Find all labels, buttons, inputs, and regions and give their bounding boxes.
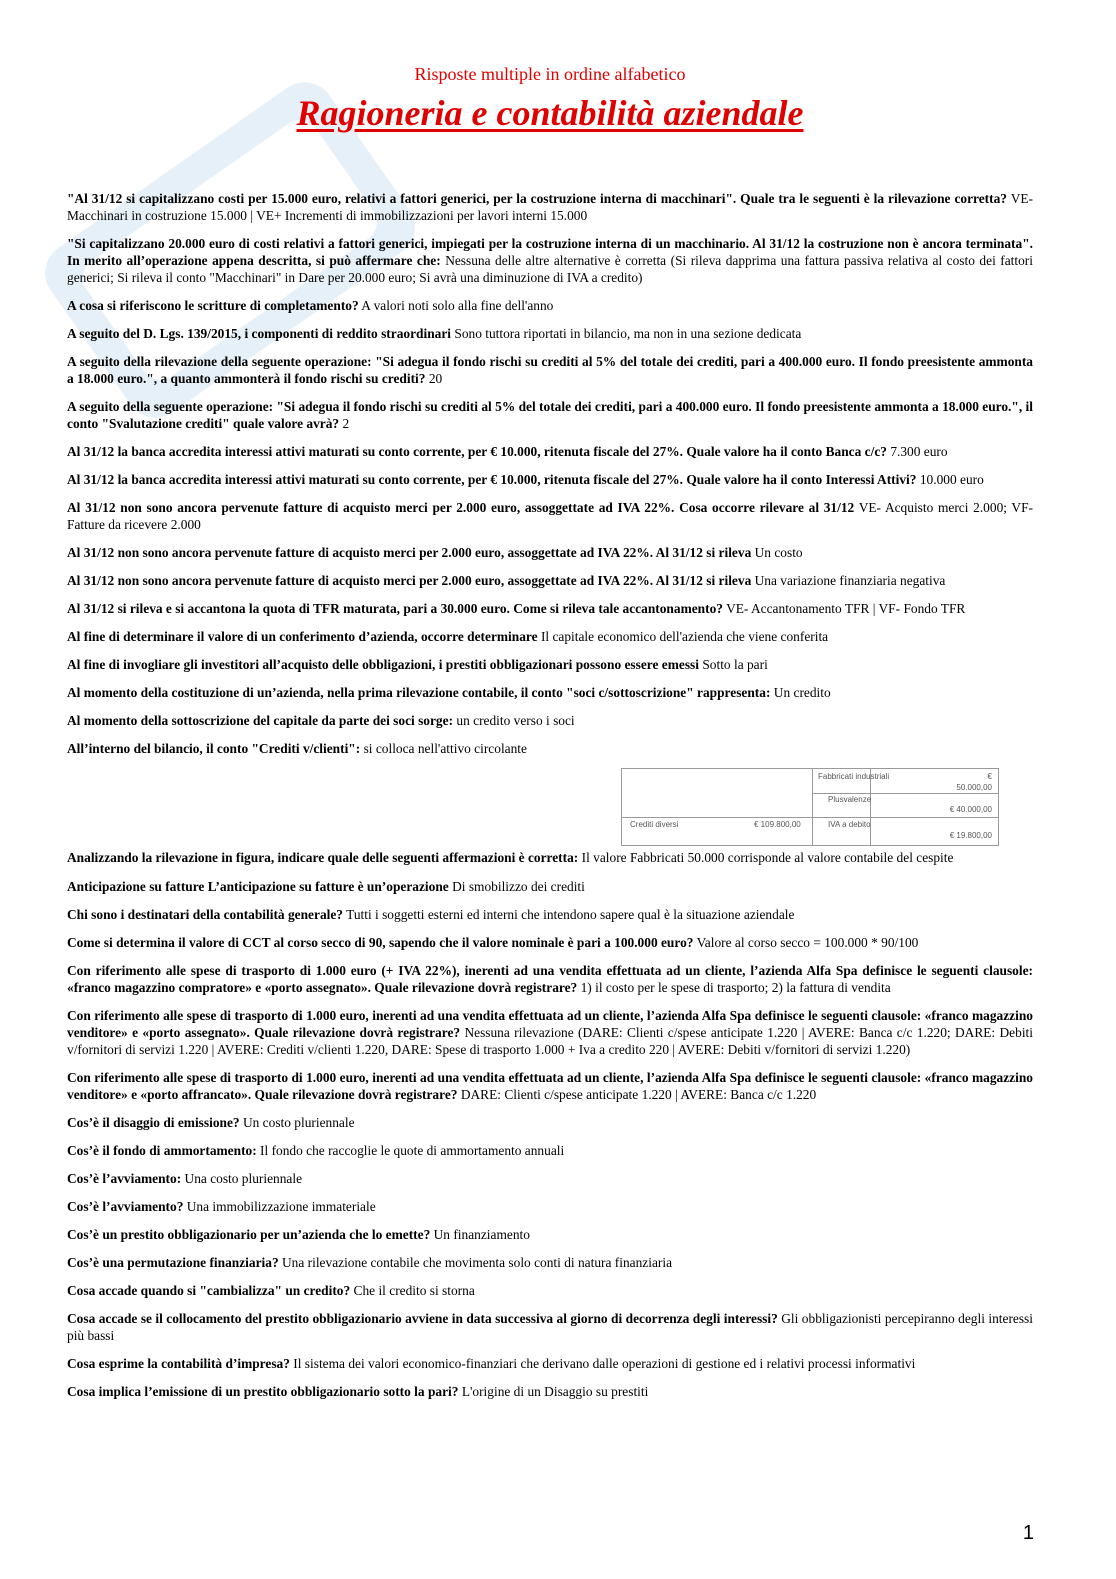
answer: Di smobilizzo dei crediti <box>452 879 585 894</box>
answer: VE- Acquisto merci 2.000; VF- Fatture da ricevere 2.000 <box>67 500 1033 532</box>
answer: Un costo pluriennale <box>242 1115 355 1130</box>
question: Al 31/12 non sono ancora pervenute fatture di acquisto merci per 2.000 euro, assoggettate ad IVA 22%. Al 31/12 si rileva <box>67 545 752 560</box>
question: Cosa accade quando si "cambializza" un credito? <box>67 1283 351 1298</box>
answer: Nessuna rilevazione (DARE: Clienti c/spese anticipate 1.220 | AVERE: Banca c/c 1.220; DARE: Debiti v/fornitori di servizi 1.220 | AVERE: Crediti v/clienti 1.220, DARE: Spese di trasporto 1.000 + Iva a credito 220 | AVERE: Debiti v/fornitori di servizi 1.220) <box>67 1025 1033 1057</box>
qa-item <box>67 297 1033 314</box>
qa-item <box>67 712 1033 729</box>
qa-item <box>67 235 1033 286</box>
qa-item <box>67 934 1033 951</box>
qa-item <box>67 600 1033 617</box>
answer: Una rilevazione contabile che movimenta solo conti di natura finanziaria <box>282 1255 673 1270</box>
answer: Nessuna delle altre alternative è corretta (Si rileva dapprima una fattura passiva relativa al costo dei fattori generici; Si rileva il conto "Macchinari" in Dare per 20.000 euro; Si avrà una diminuzione di IVA a credito) <box>67 253 1033 285</box>
fig-iva-value: € 19.800,00 <box>949 831 992 840</box>
question: A seguito del D. Lgs. 139/2015, i componenti di reddito straordinari <box>67 326 452 341</box>
question: Al 31/12 la banca accredita interessi attivi maturati su conto corrente, per € 10.000, ritenuta fiscale del 27%. Quale valore ha il conto Interessi Attivi? <box>67 472 917 487</box>
answer: DARE: Clienti c/spese anticipate 1.220 | AVERE: Banca c/c 1.220 <box>460 1087 817 1102</box>
qa-item <box>67 1170 1033 1187</box>
qa-item <box>67 471 1033 488</box>
qa-list <box>67 190 1033 1411</box>
qa-item <box>67 1226 1033 1243</box>
question: A seguito della seguente operazione: "Si adegua il fondo rischi su crediti al 5% del totale dei crediti, pari a 400.000 euro. Il fondo preesistente ammonta a 18.000 euro.", il conto "Svalutazione crediti" quale valore avrà? <box>67 399 1033 431</box>
fig-plusvalenze-value: € 40.000,00 <box>949 805 992 814</box>
question: Cosa implica l’emissione di un prestito obbligazionario sotto la pari? <box>67 1384 459 1399</box>
answer: L'origine di un Disaggio su prestiti <box>461 1384 649 1399</box>
answer: Una immobilizzazione immateriale <box>186 1199 376 1214</box>
answer: 2 <box>342 416 350 431</box>
question: Cos’è l’avviamento? <box>67 1199 184 1214</box>
answer: 1) il costo per le spese di trasporto; 2) la fattura di vendita <box>580 980 891 995</box>
answer: Una variazione finanziaria negativa <box>754 573 946 588</box>
question: Al momento della sottoscrizione del capitale da parte dei soci sorge: <box>67 713 454 728</box>
qa-item <box>67 1254 1033 1271</box>
question: Con riferimento alle spese di trasporto di 1.000 euro, inerenti ad una vendita effettuata ad un cliente, l’azienda Alfa Spa definisce le seguenti clausole: «franco magazzino venditore» e «porto affrancato». Quale rilevazione dovrà registrare? <box>67 1070 1033 1102</box>
fig-iva-label: IVA a debito <box>828 820 871 829</box>
question: "Si capitalizzano 20.000 euro di costi relativi a fattori generici, impiegati per la costruzione interna di un macchinario. Al 31/12 la costruzione non è ancora terminata". In merito all’operazione appena descritta, si può affermare che: <box>67 236 1033 268</box>
qa-item <box>67 878 1033 895</box>
question: Cos’è il fondo di ammortamento: <box>67 1143 257 1158</box>
page-number: 1 <box>1022 1522 1034 1544</box>
fig-crediti-value: € 109.800,00 <box>754 820 801 829</box>
qa-item <box>67 1007 1033 1058</box>
question: Con riferimento alle spese di trasporto di 1.000 euro, inerenti ad una vendita effettuata ad un cliente, l’azienda Alfa Spa definisce le seguenti clausole: «franco magazzino venditore» e «porto assegnato». Quale rilevazione dovrà registrare? <box>67 1008 1033 1040</box>
qa-item <box>67 656 1033 673</box>
document-subtitle: Risposte multiple in ordine alfabetico <box>414 64 686 84</box>
question: Cosa accade se il collocamento del prestito obbligazionario avviene in data successiva al giorno di decorrenza degli interessi? <box>67 1311 778 1326</box>
answer: Un finanziamento <box>433 1227 530 1242</box>
answer: Tutti i soggetti esterni ed interni che intendono sapere qual è la situazione aziendale <box>346 907 795 922</box>
answer: A valori noti solo alla fine dell'anno <box>361 298 554 313</box>
fig-fabbricati-currency: € <box>987 772 992 781</box>
question: A cosa si riferiscono le scritture di completamento? <box>67 298 359 313</box>
answer: Il capitale economico dell'azienda che viene conferita <box>540 629 829 644</box>
question: Al fine di invogliare gli investitori all’acquisto delle obbligazioni, i prestiti obbligazionari possono essere emessi <box>67 657 699 672</box>
qa-item <box>67 353 1033 387</box>
answer: 10.000 euro <box>919 472 984 487</box>
qa-item <box>67 1198 1033 1215</box>
fig-fabbricati-value: 50.000,00 <box>956 783 992 792</box>
answer: Il valore Fabbricati 50.000 corrisponde al valore contabile del cespite <box>581 850 954 865</box>
document-title: Ragioneria e contabilità aziendale <box>296 93 804 133</box>
question: Al fine di determinare il valore di un conferimento d’azienda, occorre determinare <box>67 629 538 644</box>
answer: Il fondo che raccoglie le quote di ammortamento annuali <box>260 1143 565 1158</box>
question: A seguito della rilevazione della seguente operazione: "Si adegua il fondo rischi su crediti al 5% del totale dei crediti, pari a 400.000 euro. Il fondo preesistente ammonta a 18.000 euro.", a quanto ammonterà il fondo rischi su crediti? <box>67 354 1033 386</box>
question: Anticipazione su fatture L’anticipazione su fatture è un’operazione <box>67 879 449 894</box>
question: Al 31/12 non sono ancora pervenute fatture di acquisto merci per 2.000 euro, assoggettate ad IVA 22%. Al 31/12 si rileva <box>67 573 752 588</box>
answer: VE- Macchinari in costruzione 15.000 | VE+ Incrementi di immobilizzazioni per lavori interni 15.000 <box>67 191 1033 223</box>
question: "Al 31/12 si capitalizzano costi per 15.000 euro, relativi a fattori generici, per la costruzione interna di macchinari". Quale tra le seguenti è la rilevazione corretta? <box>67 191 1007 206</box>
qa-item <box>67 1069 1033 1103</box>
qa-item <box>67 499 1033 533</box>
answer: si colloca nell'attivo circolante <box>363 741 527 756</box>
qa-item <box>67 962 1033 996</box>
question: Cos’è una permutazione finanziaria? <box>67 1255 279 1270</box>
answer: VE- Accantonamento TFR | VF- Fondo TFR <box>726 601 966 616</box>
qa-item <box>67 398 1033 432</box>
answer: Valore al corso secco = 100.000 * 90/100 <box>696 935 919 950</box>
question: Al 31/12 la banca accredita interessi attivi maturati su conto corrente, per € 10.000, ritenuta fiscale del 27%. Quale valore ha il conto Banca c/c? <box>67 444 887 459</box>
question: Al 31/12 non sono ancora pervenute fatture di acquisto merci per 2.000 euro, assoggettate ad IVA 22%. Cosa occorre rilevare al 31/12 <box>67 500 855 515</box>
qa-item <box>67 1114 1033 1131</box>
qa-item <box>67 325 1033 342</box>
question: Al 31/12 si rileva e si accantona la quota di TFR maturata, pari a 30.000 euro. Come si rileva tale accantonamento? <box>67 601 723 616</box>
question: Con riferimento alle spese di trasporto di 1.000 euro (+ IVA 22%), inerenti ad una vendita effettuata ad un cliente, l’azienda Alfa Spa definisce le seguenti clausole: «franco magazzino compratore» e «porto assegnato». Quale rilevazione dovrà registrare? <box>67 963 1033 995</box>
question: Analizzando la rilevazione in figura, indicare quale delle seguenti affermazioni è corretta: <box>67 850 579 865</box>
qa-item <box>67 1383 1033 1400</box>
question: Cos’è un prestito obbligazionario per un’azienda che lo emette? <box>67 1227 431 1242</box>
qa-item <box>67 906 1033 923</box>
answer: 20 <box>428 371 443 386</box>
fig-plusvalenze-label: Plusvalenze <box>828 795 872 804</box>
answer: Che il credito si storna <box>353 1283 475 1298</box>
question: Come si determina il valore di CCT al corso secco di 90, sapendo che il valore nominale è pari a 100.000 euro? <box>67 935 694 950</box>
question: Al momento della costituzione di un’azienda, nella prima rilevazione contabile, il conto "soci c/sottoscrizione" rappresenta: <box>67 685 771 700</box>
answer: Il sistema dei valori economico-finanziari che derivano dalle operazioni di gestione ed i relativi processi informativi <box>293 1356 916 1371</box>
answer: Sotto la pari <box>702 657 768 672</box>
qa-item <box>67 1282 1033 1299</box>
fig-fabbricati-label: Fabbricati industriali <box>818 772 890 781</box>
question: All’interno del bilancio, il conto "Crediti v/clienti": <box>67 741 361 756</box>
question: Cos’è il disaggio di emissione? <box>67 1115 240 1130</box>
qa-item <box>67 1142 1033 1159</box>
answer: Sono tuttora riportati in bilancio, ma non in una sezione dedicata <box>454 326 802 341</box>
answer: Un costo <box>754 545 803 560</box>
fig-crediti-label: Crediti diversi <box>630 820 679 829</box>
qa-item <box>67 572 1033 589</box>
journal-entry-figure <box>621 768 999 846</box>
qa-item <box>67 740 1033 757</box>
answer: 7.300 euro <box>890 444 948 459</box>
qa-item <box>67 544 1033 561</box>
answer: Un credito <box>773 685 831 700</box>
qa-item <box>67 628 1033 645</box>
question: Cosa esprime la contabilità d’impresa? <box>67 1356 290 1371</box>
qa-item <box>67 1310 1033 1344</box>
answer: Una costo pluriennale <box>184 1171 303 1186</box>
answer: Gli obbligazionisti percepiranno degli interessi più bassi <box>67 1311 1033 1343</box>
qa-item <box>67 849 1033 866</box>
qa-item <box>67 684 1033 701</box>
qa-item <box>67 1355 1033 1372</box>
figure-question-block <box>67 768 1033 865</box>
qa-item <box>67 443 1033 460</box>
qa-item <box>67 190 1033 224</box>
answer: un credito verso i soci <box>456 713 575 728</box>
question: Cos’è l’avviamento: <box>67 1171 182 1186</box>
question: Chi sono i destinatari della contabilità generale? <box>67 907 343 922</box>
